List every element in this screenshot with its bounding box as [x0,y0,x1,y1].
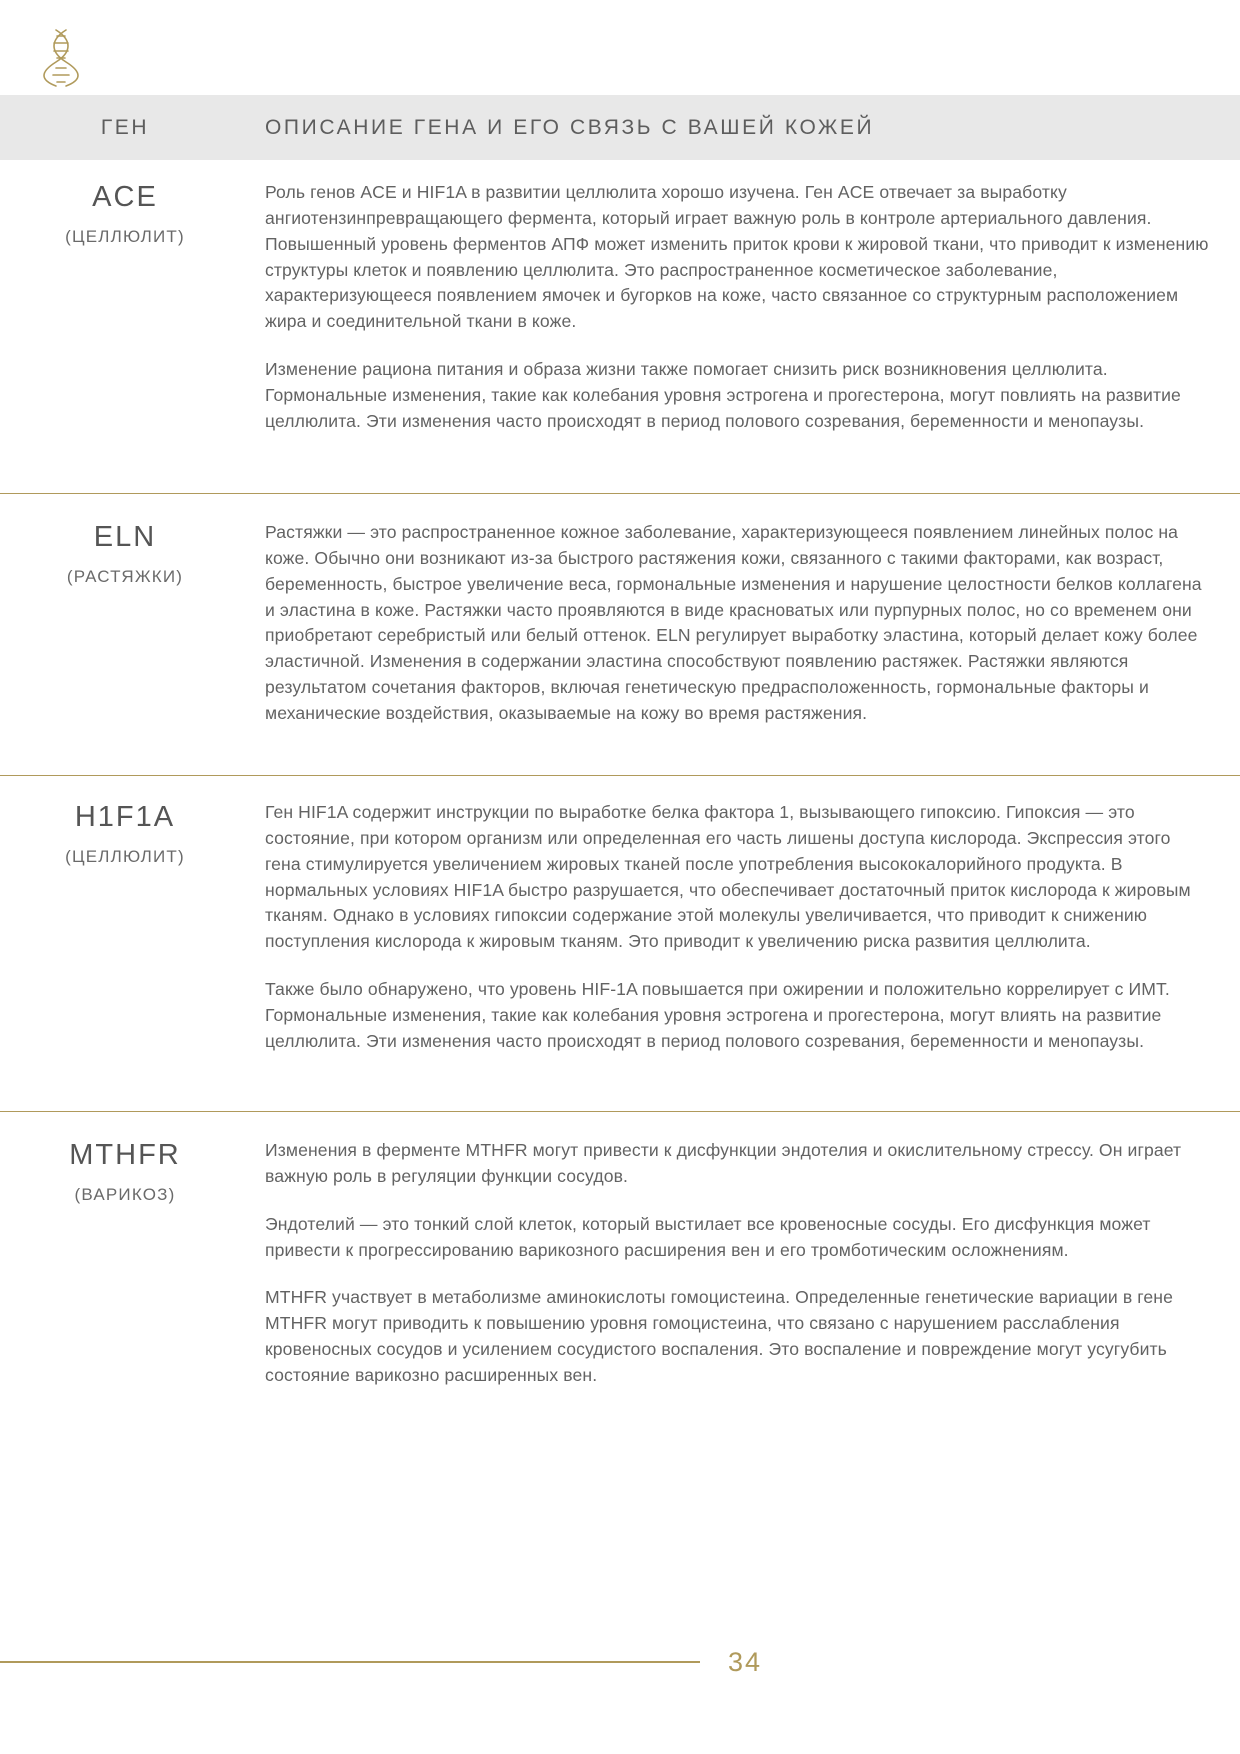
gene-trait: (ВАРИКОЗ) [74,1184,176,1204]
description-paragraph: Растяжки — это распространенное кожное заболевание, характеризующееся появлением линейных полос на коже. Обычно они возникают из-за быстрого растяжения кожи, связанного с такими факторами, как возраст, беременность, быстрое увеличение веса, гормональные изменения и нарушение целостности белков коллагена и эластина в коже. Растяжки часто проявляются в виде красноватых или пурпурных полос, но со временем они приобретают серебристый или белый оттенок. ELN регулирует выработку эластина, который делает кожу более эластичной. Изменения в содержании эластина способствуют появлению растяжек. Растяжки являются результатом сочетания факторов, включая генетическую предрасположенность, гормональные факторы и механические воздействия, оказываемые на кожу во время растяжения. [265,522,1202,724]
gene-name: ELN [93,521,157,553]
description-paragraph: Также было обнаружено, что уровень HIF-1A повышается при ожирении и положительно коррелирует с ИМТ. Гормональные изменения, такие как колебания уровня эстрогена и прогестерона, могут влиять на развитие целлюлита. Эти изменения часто происходят в период полового созревания, беременности и менопаузы. [265,979,1170,1051]
gene-trait: (ЦЕЛЛЮЛИТ) [65,226,185,246]
description-paragraph: Изменения в ферменте MTHFR могут привести к дисфункции эндотелия и окислительному стрессу. Он играет важную роль в регуляции функции сосудов. [265,1140,1182,1186]
table-header [0,95,1240,160]
gene-description [250,520,1240,727]
page-footer [0,1642,1240,1682]
gene-name: H1F1A [74,801,176,833]
column-header-description: ОПИСАНИЕ ГЕНА И ЕГО СВЯЗЬ С ВАШЕЙ КОЖЕЙ [265,115,875,139]
gene-trait: (ЦЕЛЛЮЛИТ) [65,846,185,866]
gene-trait: (РАСТЯЖКИ) [66,566,184,586]
gene-name: ACE [92,181,158,213]
description-paragraph: MTHFR участвует в метаболизме аминокислоты гомоцистеина. Определенные генетические вариации в гене MTHFR могут приводить к повышению уровня гомоцистеина, что связано с нарушением расслабления кровеносных сосудов и усилением сосудистого воспаления. Это воспаление и повреждение могут усугубить состояние варикозно расширенных вен. [265,1287,1173,1386]
table-row [0,776,1240,1112]
page-number: 34 [728,1646,763,1677]
gene-description [250,800,1240,1055]
column-header-gene: ГЕН [100,115,150,139]
gene-description [250,180,1240,435]
gene-cell [0,1138,250,1205]
description-paragraph: Роль генов ACE и HIF1A в развитии целлюлита хорошо изучена. Ген ACE отвечает за выработку ангиотензинпревращающего фермента, который играет важную роль в контроле артериального давления. Повышенный уровень ферментов АПФ может изменить приток крови к жировой ткани, что приводит к изменению структуры клеток и появлению целлюлита. Это распространенное косметическое заболевание, характеризующееся появлением ямочек и бугорков на коже, часто связанное со структурным расположением жира и соединительной ткани в коже. [265,182,1209,332]
gene-cell [0,800,250,867]
table-row [0,1112,1240,1432]
description-paragraph: Ген HIF1A содержит инструкции по выработке белка фактора 1, вызывающего гипоксию. Гипоксия — это состояние, при котором организм или определенная его часть лишены доступа кислорода. Экспрессия этого гена стимулируется увеличением жировых тканей после употребления высококалорийного продукта. В нормальных условиях HIF1A быстро разрушается, что обеспечивает достаточный приток кислорода к жировым тканям. Однако в условиях гипоксии содержание этой молекулы увеличивается, что приводит к снижению поступления кислорода к жировым тканям. Это приводит к увеличению риска развития целлюлита. [265,802,1191,952]
gene-cell [0,520,250,587]
gene-name: MTHFR [69,1139,181,1171]
footer-divider [0,1661,700,1662]
table-row [0,160,1240,494]
gene-description [250,1138,1240,1389]
description-paragraph: Эндотелий — это тонкий слой клеток, который выстилает все кровеносные сосуды. Его дисфункция может привести к прогрессированию варикозного расширения вен и его тромботическим осложнениям. [265,1213,1151,1260]
dna-helix-logo-icon [30,22,100,92]
table-row [0,494,1240,776]
description-paragraph: Изменение рациона питания и образа жизни также помогает снизить риск возникновения целлюлита. Гормональные изменения, такие как колебания уровня эстрогена и прогестерона, могут повлиять на развитие целлюлита. Эти изменения часто происходят в период полового созревания, беременности и менопаузы. [265,359,1181,431]
gene-cell [0,180,250,247]
table-body [0,160,1240,1432]
